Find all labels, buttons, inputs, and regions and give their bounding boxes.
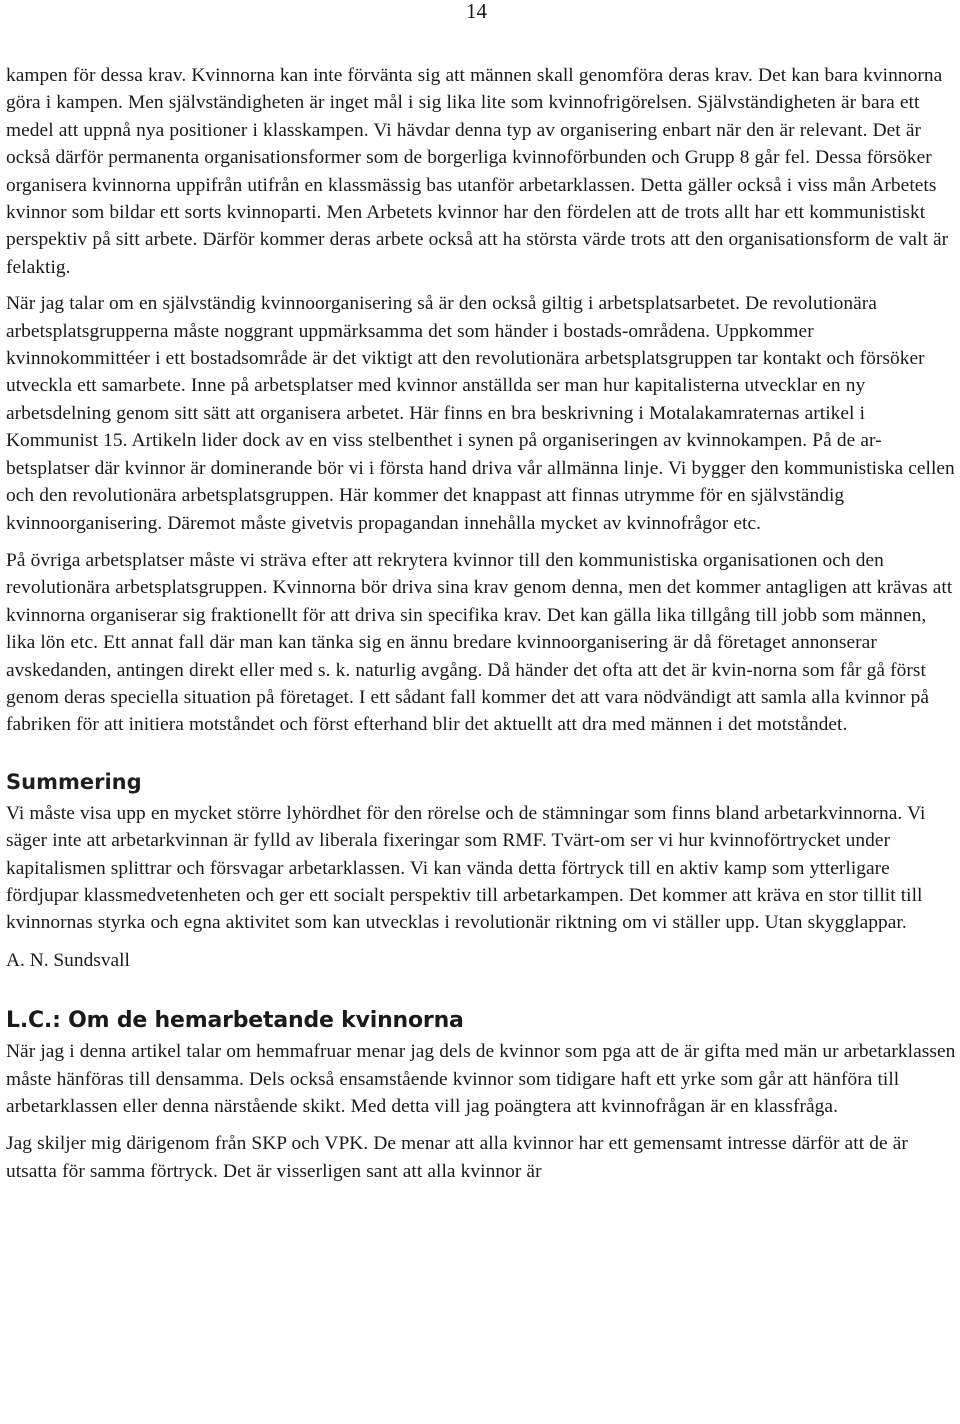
section-paragraph-2: Jag skiljer mig därigenom från SKP och VPK. De menar att alla kvinnor har ett gemensamt intresse därför att de är utsatta för samma förtryck. Det är visserligen sant att alla kvinnor är xyxy=(6,1133,908,1182)
body-paragraph-2: När jag talar om en självständig kvinnoorganisering så är den också giltig i arbetsplatsarbetet. De revolutionära arbetsplatsgrupperna måste noggrant uppmärksamma det som händer i bostads-områdena. Uppkommer kvinnokommittéer i ett bostadsområde är det viktigt att den revolutionära arbetsplatsgruppen tar kontakt och försöker utveckla ett samarbete. Inne på arbetsplatser med kvinnor anställda ser man hur kapitalisterna utvecklar en ny arbetsdelning genom sitt sätt att organisera arbetet. Här finns en bra beskrivning i Motalakamraternas artikel i Kommunist 15. Artikeln lider dock av en viss stelbenthet i synen på organiseringen av kvinnokampen. På de ar-betsplatser där kvinnor är dominerande bör vi i första hand driva vår allmänna linje. Vi bygger den kommunistiska cellen och den revolutionära arbetsplatsgruppen. Här kommer det knappast att finnas utrymme för en självständig kvinnoorganisering. Däremot måste givetvis propagandan innehålla mycket av kvinnofrågor etc. xyxy=(6,293,955,534)
body-paragraph-1: kampen för dessa krav. Kvinnorna kan inte förvänta sig att männen skall genomföra deras krav. Det kan bara kvinnorna göra i kampen. Men självständigheten är inget mål i sig lika lite som kvinnofrigörelsen. Självständigheten är bara ett medel att uppnå nya positioner i klasskampen. Vi hävdar denna typ av organisering enbart när den är relevant. Det är också därför permanenta organisationsformer som de borgerliga kvinnoförbunden och Grupp 8 går fel. Dessa försöker organisera kvinnorna uppifrån utifrån en klassmässig bas utanför arbetarklassen. Detta gäller också i viss mån Arbetets kvinnor som bildar ett sorts kvinnoparti. Men Arbetets kvinnor har den fördelen att de trots allt har ett kommunistiskt perspektiv på sitt arbete. Därför kommer deras arbete också att ha största värde trots att den organisationsform de valt är felaktig. xyxy=(6,65,949,278)
section-paragraph-1: När jag i denna artikel talar om hemmafruar menar jag dels de kvinnor som pga att de är gifta med män ur arbetarklassen måste hänföras till densamma. Dels också ensamstående kvinnor som tidigare haft ett yrke som går att hänföra till arbetarklassen eller denna närstående skikt. Med detta vill jag poängtera att kvinnofrågan är en klassfråga. xyxy=(6,1041,956,1117)
document-body xyxy=(6,62,956,1195)
body-paragraph-3: På övriga arbetsplatser måste vi sträva efter att rekrytera kvinnor till den kommunistiska organisationen och den revolutionära arbetsplatsgruppen. Kvinnorna bör driva sina krav genom denna, men det kommer antagligen att krävas att kvinnorna organiserar sig fraktionellt för att driva sin specifika krav. Det kan gälla lika tillgång till jobb som männen, lika lön etc. Ett annat fall där man kan tänka sig en ännu bredare kvinnoorganisering är då företaget annonserar avskedanden, antingen direkt eller med s. k. naturlig avgång. Då händer det ofta att det är kvin-norna som får gå först genom deras speciella situation på företaget. I ett sådant fall kommer det att vara nödvändigt att samla alla kvinnor på fabriken för att initiera motståndet och först efterhand blir det aktuellt att dra med männen i det motståndet. xyxy=(6,549,953,736)
summary-paragraph: Vi måste visa upp en mycket större lyhördhet för den rörelse och de stämningar som finns bland arbetarkvinnorna. Vi säger inte att arbetarkvinnan är fylld av liberala fixeringar som RMF. Tvärt-om ser vi hur kvinnoförtrycket under kapitalismen splittrar och försvagar arbetarklassen. Vi kan vända detta förtryck till en aktiv kamp som ytterligare fördjupar klassmedvetenheten och ger ett socialt perspektiv till arbetarkampen. Det kommer att kräva en stor tillit till kvinnornas styrka och egna aktivitet som kan utvecklas i revolutionär riktning om vi ställer upp. Utan skygglappar. xyxy=(6,802,926,934)
author-signature: A. N. Sundsvall xyxy=(6,949,130,971)
section-heading: L.C.: Om de hemarbetande kvinnorna xyxy=(6,1008,464,1034)
page-number: 14 xyxy=(466,0,487,23)
summary-heading: Summering xyxy=(6,769,142,794)
